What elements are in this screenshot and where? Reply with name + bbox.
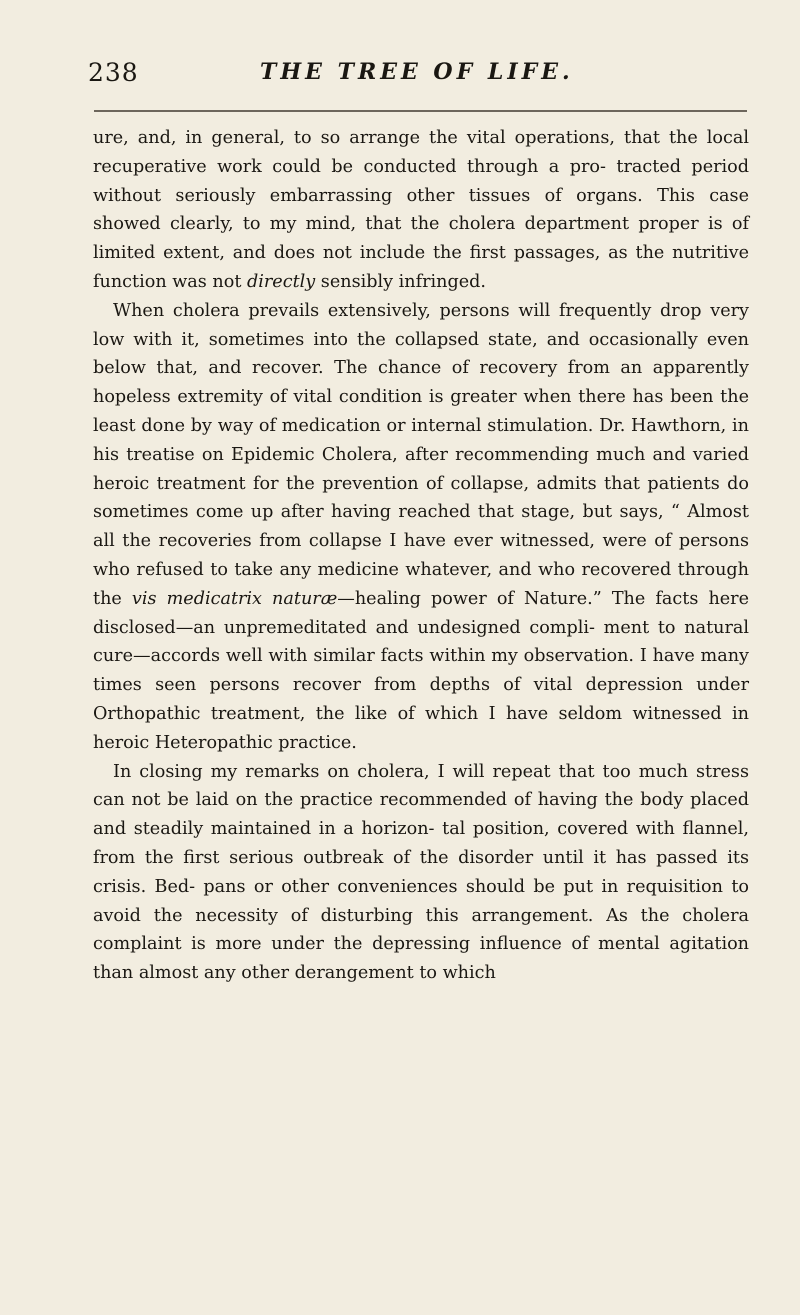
body-text bbox=[93, 124, 749, 988]
header-rule bbox=[94, 110, 747, 112]
paragraph-1-italic: directly bbox=[247, 271, 316, 292]
paragraph-2-text-b: —healing power of Nature.” The facts here disclosed—an unpremeditated and undesigned compli- ment to natural cure—accords well with similar facts within my observation. I have many times seen persons recover from depths of vital depression under Orthopathic treatment, the like of which I have seldom witnessed in heroic Heteropathic practice. bbox=[93, 588, 750, 753]
paragraph-1-text-b: sensibly infringed. bbox=[315, 271, 487, 292]
paragraph-3: In closing my remarks on cholera, I will repeat that too much stress can not be laid on the practice recommended of having the body placed and steadily maintained in a horizon- tal position, covered with flannel, from the first serious outbreak of the disorder until it has passed its crisis. Bed- pans or other conveniences should be put in requisition to avoid the necessity of disturbing this arrangement. As the cholera complaint is more under the depressing influence of mental agitation than almost any other derangement to which bbox=[93, 761, 749, 984]
paragraph-2 bbox=[93, 297, 749, 758]
paragraph-2-text-a: When cholera prevails extensively, persons will frequently drop very low with it, sometimes into the collapsed state, and occasionally even below that, and recover. The chance of recovery from an apparently hopeless extremity of vital condition is greater when there has been the least done by way of medication or internal stimulation. Dr. Hawthorn, in his treatise on Epidemic Cholera, after recommending much and varied heroic treatment for the prevention of collapse, admits that patients do sometimes come up after having reached that stage, but says, “ Almost all the recoveries from collapse I have ever witnessed, were of persons who refused to take any medicine whatever, and who recovered through the bbox=[93, 300, 749, 609]
paragraph-2-italic: vis medicatrix naturæ bbox=[131, 588, 338, 609]
paragraph-1 bbox=[93, 124, 749, 297]
running-head bbox=[88, 58, 710, 88]
paragraph-1-text-a: ure, and, in general, to so arrange the vital operations, that the local recuperative work could be conducted through a pro- tracted period without seriously embarrassing other tissues of organs. This case showed clearly, to my mind, that the cholera department proper is of limited extent, and does not include the first passages, as the nutritive function was not bbox=[93, 128, 749, 292]
page-number: 238 bbox=[88, 58, 139, 87]
running-title: THE TREE OF LIFE. bbox=[260, 59, 574, 85]
